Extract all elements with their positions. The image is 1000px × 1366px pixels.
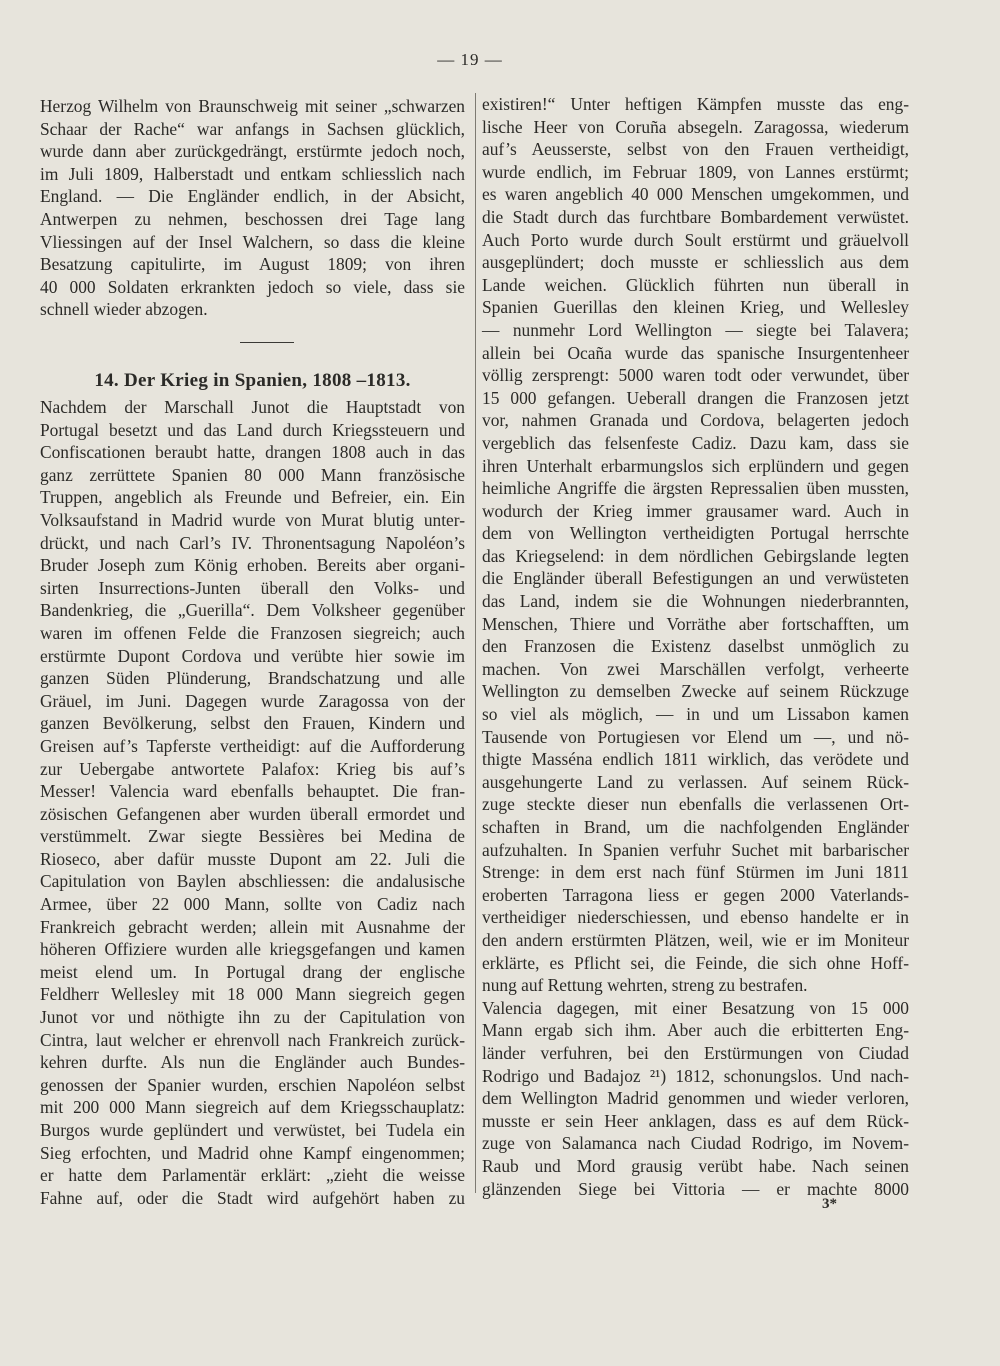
text-line: waren im offenen Felde die Franzosen siegreich; auch xyxy=(40,622,465,643)
text-line: die Stadt durch das furchtbare Bombardement verwüstet. xyxy=(482,206,909,227)
text-line: schnell wieder abzogen. xyxy=(40,299,208,320)
text-line: aufzuhalten. In Spanien verfuhr Suchet mit barbarischer xyxy=(482,839,909,860)
text-line: glänzenden Siege bei Vittoria — er machte 8000 xyxy=(482,1178,909,1199)
text-line: Wellington zu demselben Zwecke auf seinem Rückzuge xyxy=(482,681,909,702)
text-line: Capitulation von Baylen abschliessen: die andalusische xyxy=(40,871,465,892)
text-line: meist elend um. In Portugal drang der englische xyxy=(40,961,465,982)
text-line: Frankreich gebracht werden; allein mit Ausnahme der xyxy=(40,916,465,937)
column-divider xyxy=(475,93,476,1193)
text-line: vor, nahmen Granada und Cordova, belagerten jedoch xyxy=(482,410,909,431)
text-line: Mann ergab sich ihm. Aber auch die erbitterten Eng- xyxy=(482,1020,909,1041)
text-line: höheren Offiziere wurden alle kriegsgefangen und kamen xyxy=(40,939,465,960)
left-column-intro xyxy=(40,95,465,321)
text-line: Feldherr Wellesley mit 18 000 Mann siegreich gegen xyxy=(40,984,465,1005)
section-heading: 14. Der Krieg in Spanien, 1808 –1813. xyxy=(94,370,411,391)
text-line: vergeblich das felsenfeste Cadiz. Dazu kam, dass sie xyxy=(482,432,909,453)
text-line: Rioseco, aber dafür musste Dupont am 22. Juli die xyxy=(40,848,465,869)
text-line: eroberten Tarragona liess er gegen 2000 Vaterlands- xyxy=(482,884,909,905)
text-line: den Franzosen die Existenz daselbst unmöglich zu xyxy=(482,636,909,657)
text-line: thigte Masséna endlich 1811 wirklich, das verödete und xyxy=(482,749,909,770)
text-line: Greisen auf’s Tapferste vertheidigt: auf die Aufforderung xyxy=(40,735,465,756)
text-line: Burgos wurde geplündert und verwüstet, bei Tudela ein xyxy=(40,1120,465,1140)
text-line: wodurch der Krieg immer grausamer ward. Auch in xyxy=(482,500,909,521)
text-line: 40 000 Soldaten erkrankten jedoch so viele, dass sie xyxy=(40,276,465,297)
text-line: lische Heer von Coruña absegeln. Zaragossa, wiederum xyxy=(482,116,909,137)
text-line: ausgeplündert; doch musste er schliesslich aus dem xyxy=(482,252,909,273)
text-line: es waren angeblich 40 000 Menschen umgekommen, und xyxy=(482,184,909,205)
text-line: musste er sein Heer anklagen, dass es auf dem Rück- xyxy=(482,1110,909,1131)
text-line: existiren!“ Unter heftigen Kämpfen musste das eng- xyxy=(482,94,909,114)
text-line: länder verfuhren, bei den Erstürmungen von Ciudad xyxy=(482,1042,909,1063)
text-line: völlig zersprengt: 5000 waren todt oder verwundet, über xyxy=(482,365,909,386)
text-line: Portugal besetzt und das Land durch Kriegssteuern und xyxy=(40,419,465,440)
text-line: er hatte dem Parlamentär erklärt: „zieht die weisse xyxy=(40,1165,465,1186)
text-line: Fahne auf, oder die Stadt wird aufgehört haben zu xyxy=(40,1187,465,1208)
text-line: Bandenkrieg, die „Guerilla“. Dem Volksheer gegenüber xyxy=(40,600,465,621)
text-line: heimliche Angriffe die ärgsten Repressalien üben mussten, xyxy=(482,478,909,499)
text-line: Antwerpen zu nehmen, beschossen drei Tage lang xyxy=(40,208,465,229)
text-line: zösischen Gefangenen aber wurden überall ermordet und xyxy=(40,803,465,824)
text-line: Raub und Mord grausig verübt habe. Nach seinen xyxy=(482,1155,909,1176)
text-line: Schaar der Rache“ war anfangs in Sachsen glücklich, xyxy=(40,118,465,139)
text-line: nung auf Rettung wehrten, streng zu bestrafen. xyxy=(482,975,808,996)
text-line: Vliessingen auf der Insel Walchern, so dass die kleine xyxy=(40,231,465,252)
text-line: auf’s Aeusserste, selbst von den Frauen vertheidigt, xyxy=(482,139,909,160)
text-line: erklärte, es Pflicht sei, die Feinde, die sich ohne Hoff- xyxy=(482,952,909,973)
text-line: sirten Insurrections-Junten überall den Volks- und xyxy=(40,577,465,598)
text-line: Herzog Wilhelm von Braunschweig mit seiner „schwarzen xyxy=(40,96,465,116)
text-line: Armee, über 22 000 Mann, sollte von Cadiz nach xyxy=(40,894,465,915)
page-number: — 19 — xyxy=(437,50,503,69)
text-line: Valencia dagegen, mit einer Besatzung von 15 000 xyxy=(482,997,909,1018)
text-line: wurde endlich, im Februar 1809, von Lannes erstürmt; xyxy=(482,161,909,182)
text-line: wurde dann aber zurückgedrängt, erstürmte jedoch noch, xyxy=(40,141,465,162)
text-line: England. — Die Engländer endlich, in der Absicht, xyxy=(40,186,465,207)
text-line: 15 000 gefangen. Ueberall drangen die Franzosen jetzt xyxy=(482,387,909,408)
text-line: das Land, indem sie die Wohnungen niederbrannten, xyxy=(482,591,909,612)
text-line: Gräuel, im Juni. Dagegen wurde Zaragossa von der xyxy=(40,690,465,711)
text-line: ganzen Süden Plünderung, Brandschatzung und alle xyxy=(40,668,465,689)
text-line: — nunmehr Lord Wellington — siegte bei Talavera; xyxy=(482,319,909,340)
text-line: Messer! Valencia ward ebenfalls behauptet. Die fran- xyxy=(40,781,465,802)
text-line: so viel als möglich, — in und um Lissabon kamen xyxy=(482,704,909,725)
text-line: ihren Unterhalt erbarmungslos sich erplündern und gegen xyxy=(482,455,909,476)
text-line: dem Wellington Madrid genommen und wieder verloren, xyxy=(482,1088,909,1109)
text-line: machen. Von zwei Marschällen verfolgt, verheerte xyxy=(482,658,909,679)
text-line: Strenge: in dem erst nach fünf Stürmen im Juni 1811 xyxy=(482,862,909,883)
text-line: dem von Wellington vertheidigten Portugal herrschte xyxy=(482,523,909,544)
text-line: Confiscationen beraubt hatte, drangen 1808 auch in das xyxy=(40,442,465,463)
left-column-section-text xyxy=(40,396,465,1209)
text-line: verstümmelt. Zwar siegte Bessières bei Medina de xyxy=(40,826,465,847)
text-line: ausgehungerte Land zu verlassen. Auf seinem Rück- xyxy=(482,771,909,792)
text-line: erstürmte Dupont Cordova und verübte hier sowie im xyxy=(40,645,465,666)
text-line: ganzen Bevölkerung, selbst den Frauen, Kindern und xyxy=(40,713,465,734)
text-line: Bruder Joseph zum König erhoben. Bereits aber organi- xyxy=(40,555,465,576)
text-line: Rodrigo und Badajoz ²¹) 1812, schonungslos. Und nach- xyxy=(482,1065,909,1086)
text-line: den andern erstürmten Plätzen, weil, wie er im Moniteur xyxy=(482,929,909,950)
text-line: vertheidiger niederschiessen, und ebenso handelte er in xyxy=(482,907,909,928)
text-line: Volksaufstand in Madrid wurde von Murat blutig unter- xyxy=(40,509,465,530)
text-line: ganz zerrüttete Spanien 80 000 Mann französische xyxy=(40,464,465,485)
text-line: Lande weichen. Glücklich führten nun überall in xyxy=(482,274,909,295)
text-line: Tausende von Portugiesen vor Elend um —, und nö- xyxy=(482,726,909,747)
section-rule xyxy=(240,342,294,343)
text-line: Besatzung capitulirte, im August 1809; von ihren xyxy=(40,254,465,275)
text-line: Truppen, angeblich als Freunde und Befreier, ein. Ein xyxy=(40,487,465,508)
text-line: Sieg erfochten, und Madrid ohne Kampf eingenommen; xyxy=(40,1142,465,1163)
text-line: das Kriegselend: in dem nördlichen Gebirgslande legten xyxy=(482,545,909,566)
text-line: zur Uebergabe antwortete Palafox: Krieg bis auf’s xyxy=(40,758,465,779)
text-line: die Engländer überall Befestigungen an und verwüsteten xyxy=(482,568,909,589)
text-line: Menschen, Thiere und Vorräthe aber fortschafften, um xyxy=(482,613,909,634)
text-line: Nachdem der Marschall Junot die Hauptstadt von xyxy=(40,397,465,417)
text-line: zuge von Salamanca nach Ciudad Rodrigo, im Novem- xyxy=(482,1133,909,1154)
text-line: im Juli 1809, Halberstadt und entkam schliesslich nach xyxy=(40,163,465,184)
text-line: allein bei Ocaña wurde das spanische Insurgentenheer xyxy=(482,342,909,363)
text-line: genossen der Spanier wurden, erschien Napoléon selbst xyxy=(40,1074,465,1095)
right-column-text xyxy=(482,93,909,1200)
text-line: mit 200 000 Mann siegreich auf dem Kriegsschauplatz: xyxy=(40,1097,465,1118)
text-line: Cintra, laut welcher er ehrenvoll nach Frankreich zurück- xyxy=(40,1029,465,1050)
text-line: zuge steckte dieser nun ebenfalls die verlassenen Ort- xyxy=(482,794,909,815)
text-line: Junot vor und nöthigte ihn zu der Capitulation von xyxy=(40,1007,465,1028)
text-line: Spanien Guerillas den kleinen Krieg, und Wellesley xyxy=(482,297,909,318)
signature-mark: 3* xyxy=(822,1196,837,1212)
text-line: schaften in Brand, um die nachfolgenden Engländer xyxy=(482,817,909,837)
text-line: Auch Porto wurde durch Soult erstürmt und gräuelvoll xyxy=(482,229,909,250)
text-line: kehren durfte. Als nun die Engländer auch Bundes- xyxy=(40,1052,465,1073)
text-line: drückt, und nach Carl’s IV. Thronentsagung Napoléon’s xyxy=(40,532,465,553)
